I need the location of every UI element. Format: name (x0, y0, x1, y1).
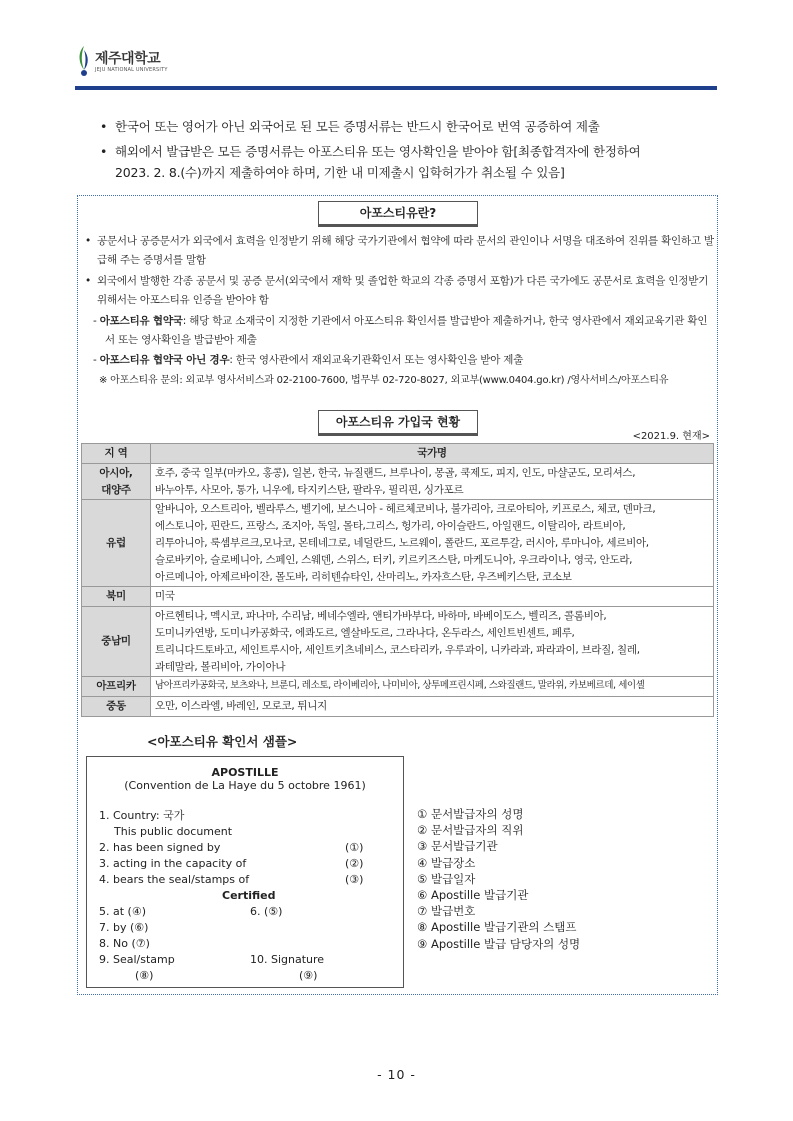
region-asia-oceania: 아시아, 대양주 (82, 463, 151, 500)
sample-line-at: 5. at (④) (99, 905, 146, 918)
table-row (82, 607, 714, 677)
apostille-member-instruction: - 아포스티유 협약국: 해당 학교 소재국이 지정한 기관에서 아포스티유 확인서를 발급받아 제출하거나, 한국 영사관에서 재외교육기관 확인서 또는 영사확인을 발급받아 제출 (93, 315, 708, 346)
countries-north-america: 미국 (151, 587, 714, 607)
bullet-apostille-deadline: • 해외에서 발급받은 모든 증명서류는 아포스티유 또는 영사확인을 받아야 함[최종합격자에 한정하여 2023. 2. 8.(수)까지 제출하여야 하며, 기한 내 미제출시 입학허가가 취소될 수 있음] (100, 141, 720, 183)
apostille-member-text: : 해당 학교 소재국이 지정한 기관에서 아포스티유 확인서를 발급받아 제출하거나, 한국 영사관에서 재외교육기관 확인서 또는 영사확인을 발급받아 제출 (105, 315, 708, 346)
legend-item: ① 문서발급자의 성명 (417, 807, 524, 821)
sample-line-seal-stamp: 9. Seal/stamp (99, 953, 175, 966)
sample-line-seal: 4. bears the seal/stamps of (99, 873, 250, 886)
member-countries-table (81, 443, 714, 717)
sample-marker-8: (⑧) (135, 969, 154, 982)
sample-line-capacity: 3. acting in the capacity of (99, 857, 247, 870)
region-europe: 유럽 (82, 500, 151, 587)
requirement-bullets (100, 116, 720, 187)
table-row (82, 500, 714, 587)
sample-line-signature: 10. Signature (250, 953, 325, 966)
section-title-what-is-apostille: 아포스티유란? (318, 201, 478, 227)
university-logo (75, 44, 175, 84)
table-row (82, 463, 714, 500)
sample-line-signed-by: 2. has been signed by (99, 841, 221, 854)
legend-item: ③ 문서발급기관 (417, 839, 498, 854)
sample-legend (417, 806, 580, 952)
bullet-translation: • 한국어 또는 영어가 아닌 외국어로 된 모든 증명서류는 반드시 한국어로 번역 공증하여 제출 (100, 116, 720, 137)
sample-line-date: 6. (⑤) (250, 905, 283, 918)
logo-mark-icon (75, 44, 93, 78)
section-title-member-countries: 아포스티유 가입국 현황 (318, 410, 478, 436)
countries-europe: 알바니아, 오스트리아, 벨라루스, 벨기에, 보스니아 - 헤르체코비나, 불가리아, 크로아티아, 키프로스, 체코, 덴마크, 에스토니아, 핀란드, 프랑스, 조지아, 독일, 몰타,그리스, 헝가리, 아이슬란드, 아일랜드, 이탈리아, 라트비아, 리투아니아, 룩셈부르크,모나코, 몬테네그로, 네덜란드, 노르웨이, 폴란드, 포르투갈, 러시아, 루마니아, 세르비아, 슬로바키아, 슬로베니아, 스페인, 스웨덴, 스위스, 터키, 키르키즈스탄, 마케도니아, 우크라이나, 영국, 안도라, 아르메니아, 아제르바이잔, 몰도바, 리히텐슈타인, 산마리노, 카자흐스탄, 우즈베키스탄, 코소보 (151, 500, 714, 587)
countries-latin-america: 아르헨티나, 멕시코, 파나마, 수리남, 베네수엘라, 앤티가바부다, 바하마, 바베이도스, 벨리즈, 콜롬비아, 도미니카연방, 도미니카공화국, 에콰도르, 엘살바도르, 그라나다, 온두라스, 세인트빈센트, 페루, 트리니다드토바고, 세인트루시아, 세인트키츠네비스, 코스타리카, 우루과이, 니카라과, 파라과이, 브라질, 칠레, 과테말라, 볼리비아, 가이아나 (151, 607, 714, 677)
legend-item: ④ 발급장소 (417, 855, 476, 870)
apostille-nonmember-instruction: - 아포스티유 협약국 아닌 경우: 한국 영사관에서 재외교육기관확인서 또는 영사확인을 받아 제출 (93, 354, 524, 366)
apostille-nonmember-label: 아포스티유 협약국 아닌 경우 (99, 354, 230, 366)
apostille-member-label: 아포스티유 협약국 (99, 315, 183, 327)
table-header-row (82, 444, 714, 464)
countries-africa: 남아프리카공화국, 보츠와나, 브룬디, 레소토, 라이베리아, 나미비아, 상투메프린시페, 스와질랜드, 말라위, 카보베르데, 세이셸 (151, 677, 714, 697)
apostille-sample-certificate (86, 756, 404, 988)
page-number: - 10 - (377, 1067, 416, 1082)
legend-item: ⑤ 발급일자 (417, 871, 476, 886)
sample-marker-9: (⑨) (299, 969, 318, 982)
apostille-contact-note: ※ 아포스티유 문의: 외교부 영사서비스과 02-2100-7600, 법무부 02-720-8027, 외교부(www.0404.go.kr) /영사서비스/아포스티유 (99, 374, 669, 386)
countries-asia-oceania: 호주, 중국 일부(마카오, 홍콩), 일본, 한국, 뉴질랜드, 브루나이, 몽골, 쿡제도, 피지, 인도, 마샬군도, 모리셔스, 바누아투, 사모아, 통가, 니우에, 타지키스탄, 팔라우, 필리핀, 싱가포르 (151, 463, 714, 500)
sample-marker-2: (②) (345, 857, 364, 870)
legend-item: ② 문서발급자의 직위 (417, 823, 524, 838)
column-header-region: 지 역 (82, 444, 151, 464)
sample-line-number: 8. No (⑦) (99, 937, 150, 950)
apostille-point-1: • 공문서나 공증문서가 외국에서 효력을 인정받기 위해 해당 국가기관에서 협약에 따라 문서의 관인이나 서명을 대조하여 진위를 확인하고 발급해 주는 증명서를 말함 (85, 232, 715, 269)
region-latin-america: 중남미 (82, 607, 151, 677)
apostille-convention: (Convention de La Haye du 5 octobre 1961) (124, 779, 366, 792)
table-row (82, 677, 714, 697)
legend-item: ⑨ Apostille 발급 담당자의 성명 (417, 936, 581, 951)
table-row (82, 697, 714, 717)
region-middle-east: 중동 (82, 697, 151, 717)
apostille-point-2: • 외국에서 발행한 각종 공문서 및 공증 문서(외국에서 재학 및 졸업한 학교의 각종 증명서 포함)가 다른 국가에도 공문서로 효력을 인정받기 위해서는 아포스티유 인증을 받아야 함 (85, 272, 715, 309)
apostille-description (85, 232, 715, 390)
sample-certified: Certified (222, 889, 276, 902)
header-rule (75, 86, 717, 90)
legend-item: ⑦ 발급번호 (417, 904, 476, 919)
sample-line-public-document: This public document (114, 825, 233, 838)
as-of-date: <2021.9. 현재> (632, 431, 710, 442)
table-row (82, 587, 714, 607)
column-header-countries: 국가명 (151, 444, 714, 464)
sample-line-country: 1. Country: 국가 (99, 809, 185, 822)
sample-line-by: 7. by (⑥) (99, 921, 149, 934)
legend-item: ⑧ Apostille 발급기관의 스탬프 (417, 920, 577, 935)
countries-middle-east: 오만, 이스라엘, 바레인, 모로코, 튀니지 (151, 697, 714, 717)
apostille-heading: APOSTILLE (211, 766, 279, 779)
apostille-nonmember-text: : 한국 영사관에서 재외교육기관확인서 또는 영사확인을 받아 제출 (229, 354, 524, 366)
region-africa: 아프리카 (82, 677, 151, 697)
logo-korean-name: 제주대학교 (95, 51, 161, 67)
legend-item: ⑥ Apostille 발급기관 (417, 888, 529, 903)
sample-title: <아포스티유 확인서 샘플> (147, 734, 298, 749)
region-north-america: 북미 (82, 587, 151, 607)
logo-english-name: JEJU NATIONAL UNIVERSITY (95, 67, 168, 73)
sample-marker-3: (③) (345, 873, 364, 886)
sample-marker-1: (①) (345, 841, 364, 854)
